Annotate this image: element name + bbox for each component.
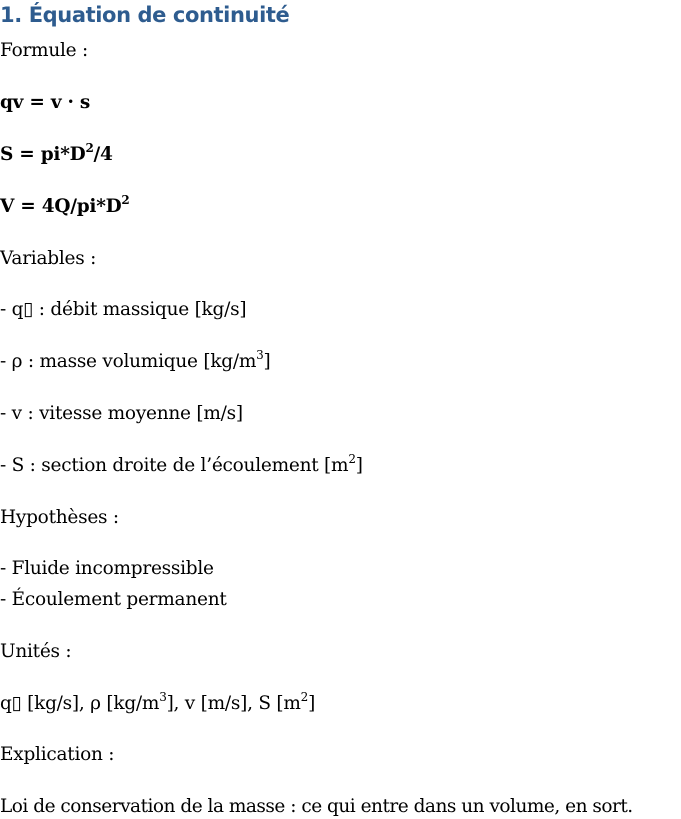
hypothesis-item: - Fluide incompressible [0,558,214,579]
formula-section-area-tail: /4 [93,144,113,165]
variable-density-exponent: 3 [256,348,264,362]
variable-velocity: - v : vitesse moyenne [m/s] [0,403,243,424]
units-exponent-area: 2 [300,690,309,704]
units-label: Unités : [0,641,72,662]
variable-section-tail: ] [355,455,363,476]
formula-section-area [0,143,113,167]
formula-velocity [0,195,130,219]
variable-section-exponent: 2 [348,452,356,466]
section-heading: 1. Équation de continuité [0,3,290,27]
variable-mass-flow: - q▯ : débit massique [kg/s] [0,299,247,320]
formula-velocity-main: V = 4Q/pi*D [0,196,122,217]
units-text-end: ] [308,693,316,714]
units-exponent-volume: 3 [159,690,167,704]
variables-label: Variables : [0,248,97,269]
formula-section-area-exponent: 2 [85,141,94,155]
formula-velocity-exponent: 2 [121,193,130,207]
hypothesis-item: - Écoulement permanent [0,589,227,610]
explanation-label: Explication : [0,744,115,765]
variable-section [0,454,363,478]
formula-flow-rate: qv = v · s [0,92,91,113]
variable-density-text: - ρ : masse volumique [kg/m [0,351,257,372]
hypotheses-label: Hypothèses : [0,507,119,528]
variable-density [0,350,271,374]
formula-label: Formule : [0,40,88,61]
units-list [0,692,315,716]
explanation-text: Loi de conservation de la masse : ce qui entre dans un volume, en sort. [0,796,633,817]
formula-section-area-main: S = pi*D [0,144,86,165]
variable-section-text: - S : section droite de l’écoulement [m [0,455,349,476]
variable-density-tail: ] [263,351,271,372]
units-text-start: q▯ [kg/s], ρ [kg/m [0,693,160,714]
units-text-middle: ], v [m/s], S [m [166,693,301,714]
